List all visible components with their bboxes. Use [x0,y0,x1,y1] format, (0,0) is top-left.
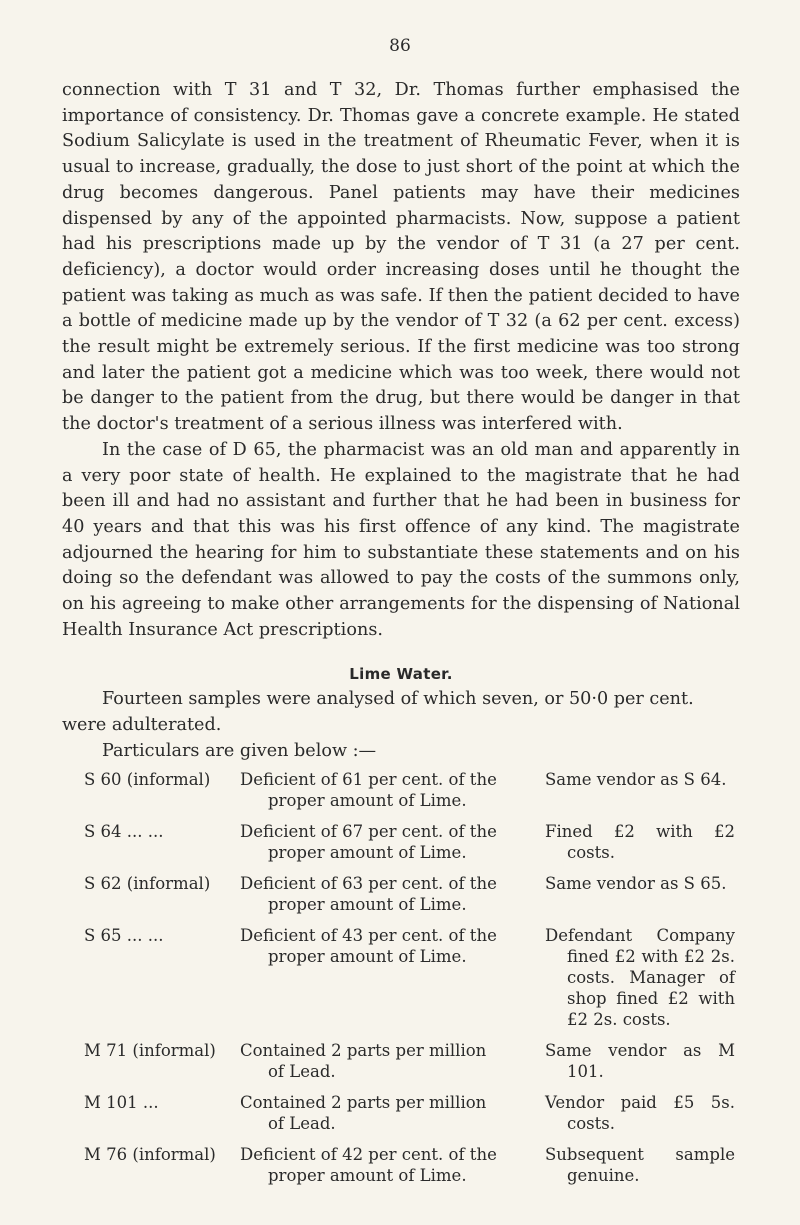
table-row [62,769,740,811]
paragraph-continuation: connection with T 31 and T 32, Dr. Thomas further emphasised the importance of consistency. Dr. Thomas gave a concrete example. He stated Sodium Salicylate is used in the treatment of Rheumatic Fever, when it is usual to increase, gradually, the dose to just short of the point at which the drug becomes dangerous. Panel patients may have their medicines dispensed by any of the appointed pharmacists. Now, suppose a patient had his prescriptions made up by the vendor of T 31 (a 27 per cent. deficiency), a doctor would order increasing doses until he thought the patient was taking as much as was safe. If then the patient decided to have a bottle of medicine made up by the vendor of T 32 (a 62 per cent. excess) the result might be extremely serious. If the first medicine was too strong and later the patient got a medicine which was too week, there would not be danger to the patient from the drug, but there would be danger in that the doctor's treatment of a serious illness was interfered with. [62,80,740,435]
sample-result: Defendant Company fined £2 with £2 2s. costs. Manager of shop fined £2 with £2 2s. costs. [545,925,735,1029]
sample-description: Deficient of 61 per cent. of the proper amount of Lime. [240,769,497,810]
section-intro: Fourteen samples were analysed of which seven, or 50·0 per cent. were adulterated. [62,689,694,736]
table-row [62,1092,740,1134]
table-row [62,1040,740,1082]
sample-result: Same vendor as S 64. [545,769,727,789]
sample-id: S 65 ... ... [84,925,164,945]
sample-description: Contained 2 parts per million of Lead. [240,1040,487,1081]
samples-table [62,769,740,1186]
sample-id: S 60 (informal) [84,769,211,789]
paragraph-d65-case: In the case of D 65, the pharmacist was an old man and apparently in a very poor state of health. He explained to the magistrate that he had been ill and had no assistant and further that he had been in business for 40 years and that this was his first offence of any kind. The magistrate adjourned the hearing for him to substantiate these statements and on his doing so the defendant was allowed to pay the costs of the summons only, on his agreeing to make other arrangements for the dispensing of National Health Insurance Act prescriptions. [62,439,740,640]
sample-description: Deficient of 42 per cent. of the proper amount of Lime. [240,1144,497,1185]
sample-id: M 71 (informal) [84,1040,216,1060]
sample-id: M 101 ... [84,1092,159,1112]
sample-description: Deficient of 43 per cent. of the proper amount of Lime. [240,925,497,966]
sample-result: Vendor paid £5 5s. costs. [545,1092,735,1133]
sample-id: S 62 (informal) [84,873,211,893]
sample-id: M 76 (informal) [84,1144,216,1164]
table-row [62,925,740,1030]
sample-id: S 64 ... ... [84,821,164,841]
sample-result: Same vendor as S 65. [545,873,727,893]
sample-description: Deficient of 63 per cent. of the proper amount of Lime. [240,873,497,914]
sample-result: Subsequent sample genuine. [545,1144,735,1185]
sample-result: Fined £2 with £2 costs. [545,821,735,862]
particulars-label: Particulars are given below :— [102,740,377,761]
body-text [62,78,740,1196]
sample-result: Same vendor as M 101. [545,1040,735,1081]
table-row [62,1144,740,1186]
sample-description: Contained 2 parts per million of Lead. [240,1092,487,1133]
table-row [62,873,740,915]
page-number: 86 [389,36,411,56]
sample-description: Deficient of 67 per cent. of the proper amount of Lime. [240,821,497,862]
section-heading: Lime Water. [349,665,453,684]
table-row [62,821,740,863]
